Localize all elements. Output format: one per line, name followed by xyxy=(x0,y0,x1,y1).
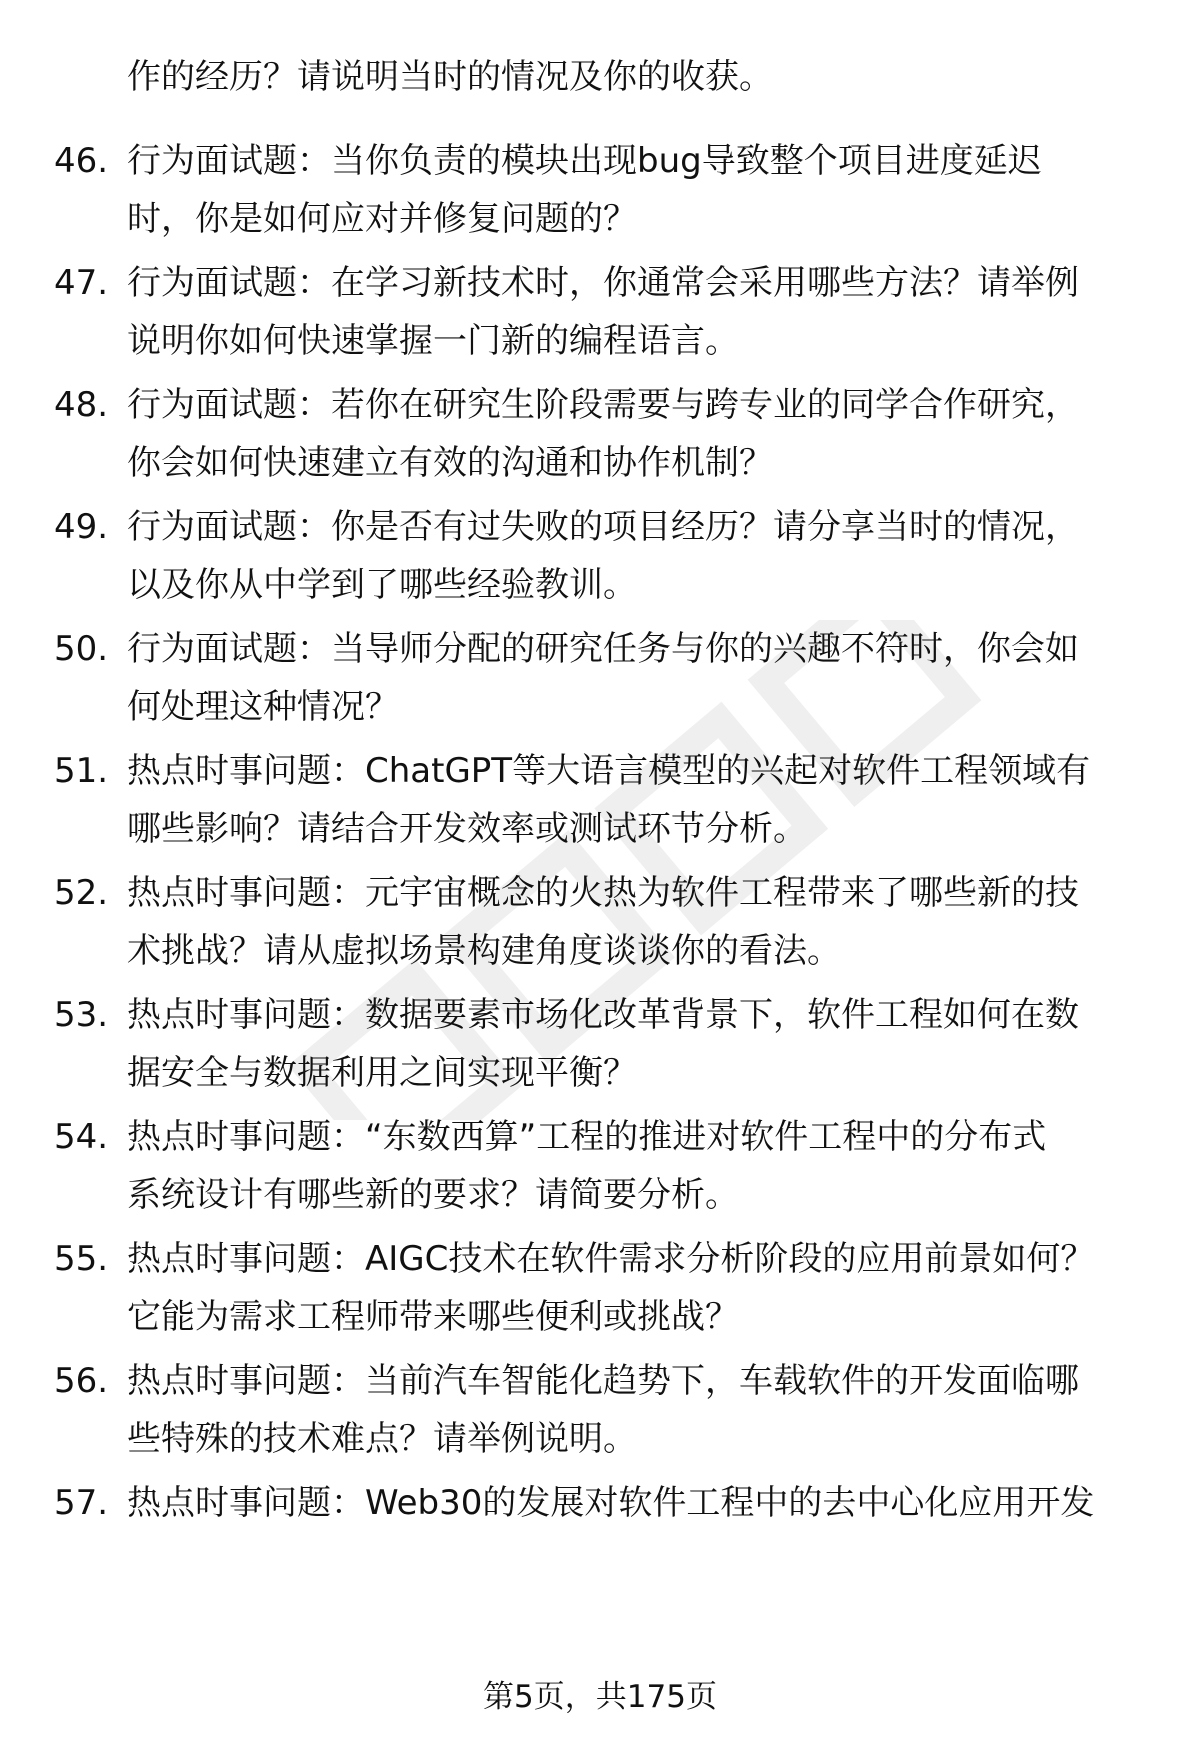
question-text-line-1: 行为面试题：若你在研究生阶段需要与跨专业的同学合作研究， xyxy=(127,385,1079,425)
question-text-line-1: 热点时事问题：当前汽车智能化趋势下，车载软件的开发面临哪 xyxy=(127,1361,1079,1401)
question-text-line-2: 你会如何快速建立有效的沟通和协作机制？ xyxy=(127,443,773,483)
question-number: 51. xyxy=(54,751,109,791)
question-text-line-1: 行为面试题：当你负责的模块出现bug导致整个项目进度延迟 xyxy=(127,141,1042,181)
question-text-line-1: 热点时事问题：数据要素市场化改革背景下，软件工程如何在数 xyxy=(127,995,1079,1035)
question-text-line-2: 时，你是如何应对并修复问题的？ xyxy=(127,199,637,239)
question-number: 52. xyxy=(54,873,109,913)
question-text-line-2: 说明你如何快速掌握一门新的编程语言。 xyxy=(127,321,739,361)
question-number: 48. xyxy=(54,385,109,425)
question-text-line-2: 术挑战？请从虚拟场景构建角度谈谈你的看法。 xyxy=(127,931,841,971)
question-text-line-1: 热点时事问题：ChatGPT等大语言模型的兴起对软件工程领域有 xyxy=(127,751,1091,791)
question-number: 47. xyxy=(54,263,109,303)
question-text-line-1: 热点时事问题：Web30的发展对软件工程中的去中心化应用开发 xyxy=(127,1483,1095,1523)
question-text-line-2: 它能为需求工程师带来哪些便利或挑战？ xyxy=(127,1297,739,1337)
question-number: 50. xyxy=(54,629,109,669)
question-number: 56. xyxy=(54,1361,109,1401)
question-text-line-1: 行为面试题：在学习新技术时，你通常会采用哪些方法？请举例 xyxy=(127,263,1079,303)
question-text-line-1: 热点时事问题：“东数西算”工程的推进对软件工程中的分布式 xyxy=(127,1117,1047,1157)
question-text-line-1: 热点时事问题：元宇宙概念的火热为软件工程带来了哪些新的技 xyxy=(127,873,1079,913)
question-text-line-1: 行为面试题：当导师分配的研究任务与你的兴趣不符时，你会如 xyxy=(127,629,1079,669)
question-text-line-2: 哪些影响？请结合开发效率或测试环节分析。 xyxy=(127,809,807,849)
page-footer: 第5页，共175页 xyxy=(483,1679,717,1715)
question-number: 49. xyxy=(54,507,109,547)
question-text-line-2: 何处理这种情况？ xyxy=(127,687,399,727)
question-number: 53. xyxy=(54,995,109,1035)
question-text-line-1: 热点时事问题：AIGC技术在软件需求分析阶段的应用前景如何？ xyxy=(127,1239,1095,1279)
question-number: 46. xyxy=(54,141,109,181)
question-text-line-1: 行为面试题：你是否有过失败的项目经历？请分享当时的情况， xyxy=(127,507,1079,547)
question-number: 55. xyxy=(54,1239,109,1279)
question-text-line-2: 以及你从中学到了哪些经验教训。 xyxy=(127,565,637,605)
continuation-line: 作的经历？请说明当时的情况及你的收获。 xyxy=(127,57,773,97)
question-number: 54. xyxy=(54,1117,109,1157)
question-text-line-2: 据安全与数据利用之间实现平衡？ xyxy=(127,1053,637,1093)
question-text-line-2: 些特殊的技术难点？请举例说明。 xyxy=(127,1419,637,1459)
question-number: 57. xyxy=(54,1483,109,1523)
question-text-line-2: 系统设计有哪些新的要求？请简要分析。 xyxy=(127,1175,739,1215)
